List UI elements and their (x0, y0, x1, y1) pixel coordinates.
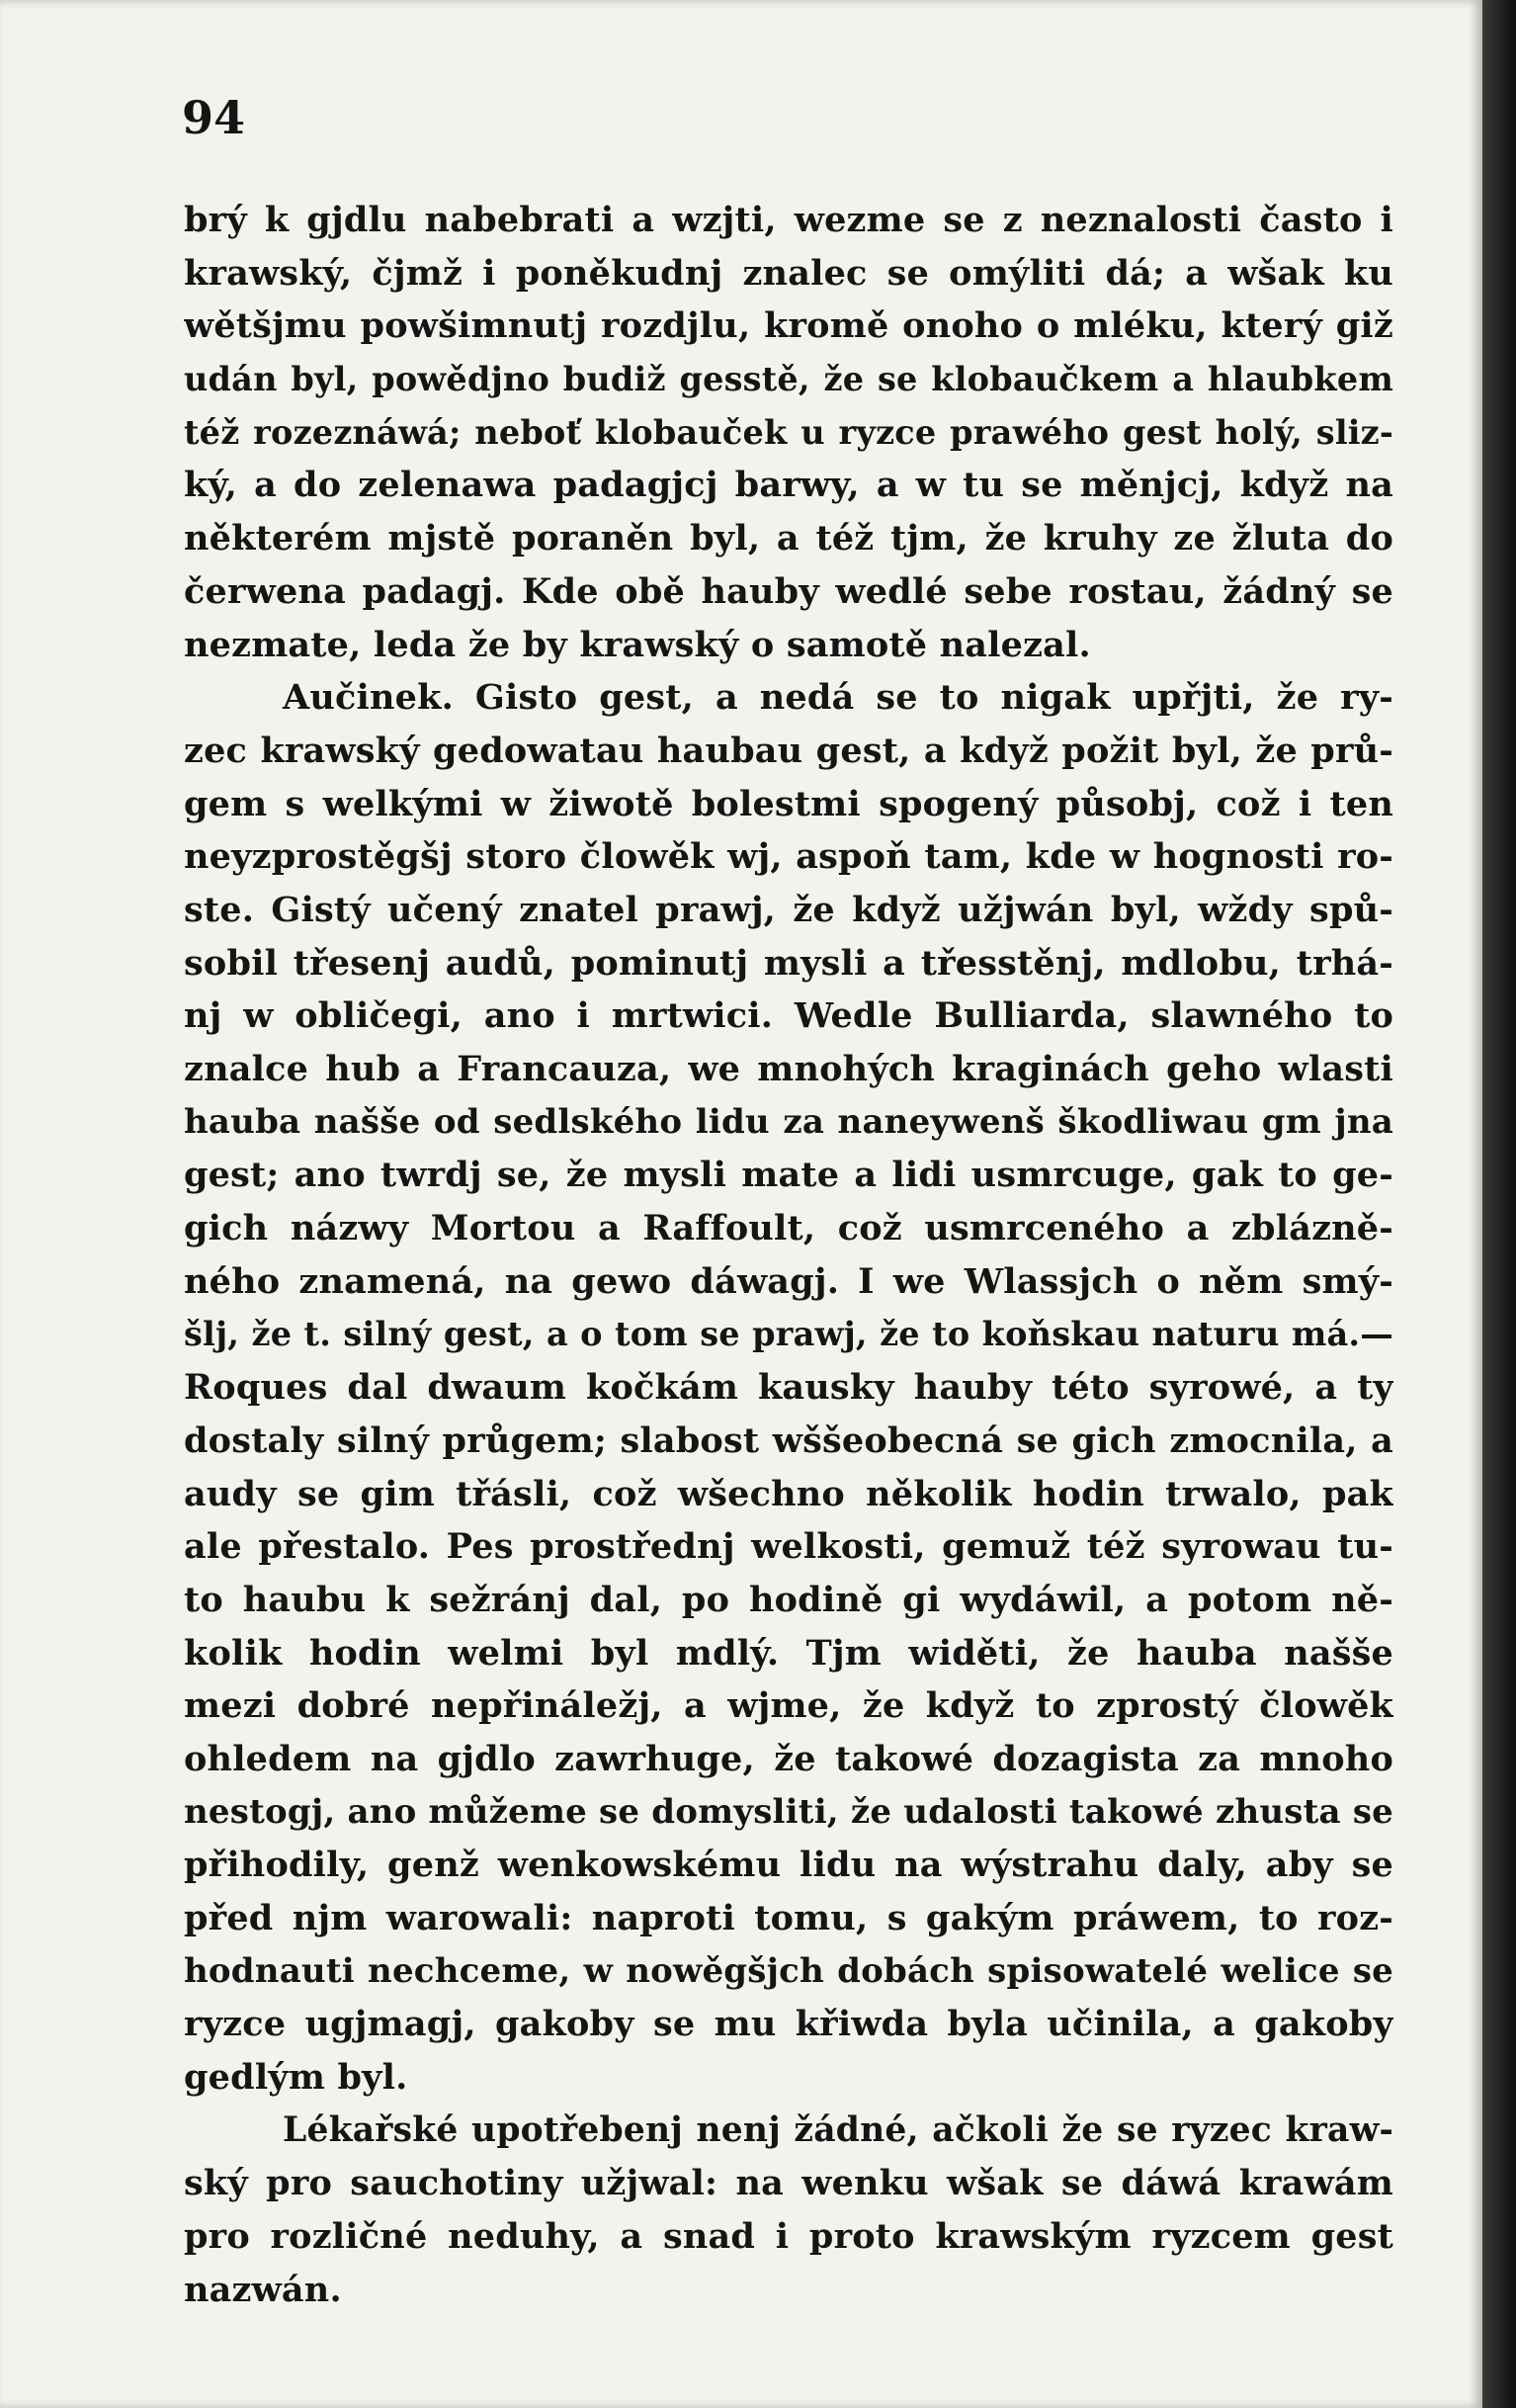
text-line: ryzce ugjmagj, gakoby se mu křiwda byla učinila, a gakoby (184, 2004, 1393, 2045)
text-line: ste. Gistý učený znatel prawj, že když užjwán byl, wždy spů- (184, 889, 1393, 930)
text-line: Lékařské upotřebenj nenj žádné, ačkoli že se ryzec kraw- (283, 2109, 1393, 2150)
text-line: ale přestalo. Pes prostřednj welkosti, gemuž též syrowau tu- (184, 1526, 1393, 1568)
body-text (184, 194, 1393, 2317)
page-number: 94 (182, 91, 246, 144)
text-line: Aučinek. Gisto gest, a nedá se to nigak upřjti, že ry- (283, 677, 1393, 719)
text-line: Roques dal dwaum kočkám kausky hauby této syrowé, a ty (184, 1367, 1393, 1409)
text-line: brý k gjdlu nabebrati a wzjti, wezme se z neznalosti často i (184, 200, 1393, 240)
text-line: znalce hub a Francauza, we mnohých kraginách geho wlasti (184, 1049, 1393, 1089)
text-line: neyzprostěgšj storo člowěk wj, aspoň tam, kde w hognosti ro- (184, 836, 1393, 878)
text-line: udán byl, powědjno budiž gesstě, že se klobaučkem a hlaubkem (184, 360, 1393, 399)
text-line: některém mjstě poraněn byl, a též tjm, že kruhy ze žluta do (184, 518, 1393, 559)
text-line: gich názwy Mortou a Raffoult, což usmrceného a zblázně- (184, 1208, 1393, 1249)
text-line: čerwena padagj. Kde obě hauby wedlé sebe rostau, žádný se (184, 570, 1393, 612)
text-line: gem s welkými w žiwotě bolestmi spogený působj, což i ten (184, 783, 1393, 824)
text-line: nezmate, leda že by krawský o samotě nalezal. (184, 624, 1091, 665)
text-line: kolik hodin welmi byl mdlý. Tjm widěti, že hauba našše (184, 1632, 1393, 1674)
text-line: přihodily, genž wenkowskému lidu na wýstrahu daly, aby se (184, 1845, 1393, 1886)
page-edge (1482, 0, 1516, 2408)
text-line: ného znamená, na gewo dáwagj. I we Wlassjch o něm smý- (184, 1260, 1393, 1302)
text-line: krawský, čjmž i poněkudnj znalec se omýliti dá; a wšak ku (184, 252, 1393, 294)
text-line: ký, a do zelenawa padagjcj barwy, a w tu se měnjcj, když na (184, 465, 1393, 506)
text-line: mezi dobré nepřináležj, a wjme, že když to zprostý člowěk (184, 1685, 1393, 1727)
text-line: hauba našše od sedlského lidu za naneywenš škodliwau gm jna (184, 1101, 1393, 1142)
text-line: gedlým byl. (184, 2057, 408, 2099)
text-line: šlj, že t. silný gest, a o tom se prawj, že to koňskau naturu má.— (184, 1315, 1393, 1354)
text-line: ský pro sauchotiny užjwal: na wenku wšak se dáwá krawám (184, 2163, 1393, 2204)
text-line: audy se gim třásli, což wšechno několik hodin trwalo, pak (184, 1473, 1393, 1514)
text-line: sobil třesenj audů, pominutj mysli a třesstěnj, mdlobu, trhá- (184, 942, 1393, 984)
text-line: nj w obličegi, ano i mrtwici. Wedle Bulliarda, slawného to (184, 995, 1393, 1037)
text-line: nazwán. (184, 2269, 342, 2310)
text-line: hodnauti nechceme, w nowěgšjch dobách spisowatelé welice se (184, 1950, 1393, 1991)
text-line: gest; ano twrdj se, že mysli mate a lidi usmrcuge, gak to ge- (184, 1155, 1393, 1196)
text-line: zec krawský gedowatau haubau gest, a když požit byl, že prů- (184, 730, 1393, 771)
text-line: dostaly silný průgem; slabost wššeobecná se gich zmocnila, a (184, 1419, 1393, 1461)
text-line: wětšjmu powšimnutj rozdjlu, kromě onoho o mléku, který giž (184, 305, 1393, 347)
text-line: nestogj, ano můžeme se domysliti, že udalosti takowé zhusta se (184, 1791, 1393, 1832)
text-line: pro rozličné neduhy, a snad i proto krawským ryzcem gest (184, 2216, 1393, 2258)
text-line: ohledem na gjdlo zawrhuge, že takowé dozagista za mnoho (184, 1738, 1393, 1779)
text-line: to haubu k sežránj dal, po hodině gi wydáwil, a potom ně- (184, 1579, 1393, 1620)
text-line: před njm warowali: naproti tomu, s gakým práwem, to roz- (184, 1898, 1393, 1938)
text-line: též rozeznáwá; neboť klobauček u ryzce prawého gest holý, sliz- (184, 412, 1393, 452)
